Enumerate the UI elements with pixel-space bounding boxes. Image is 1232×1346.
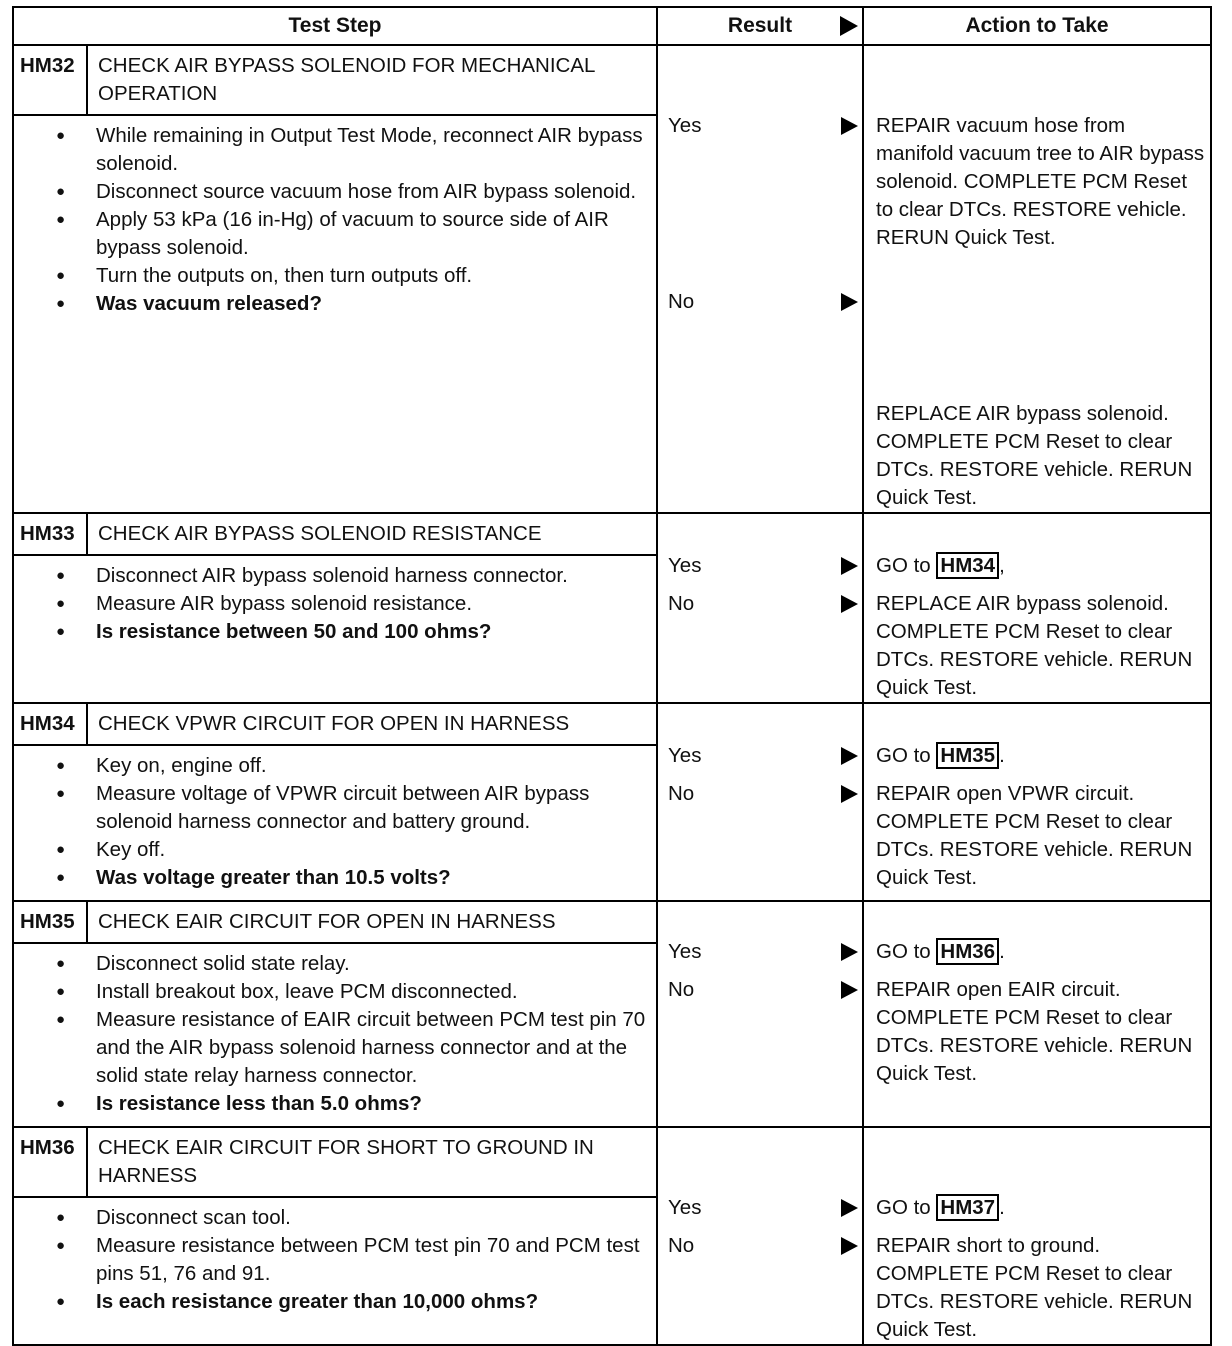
step-row (13, 45, 1211, 513)
step-bullet: ● Disconnect source vacuum hose from AIR bypass solenoid. (96, 178, 650, 206)
result-line (658, 288, 862, 316)
goto-suffix: . (999, 1196, 1005, 1219)
step-header (14, 514, 656, 556)
step-row (13, 1127, 1211, 1345)
action-cell (863, 901, 1211, 1127)
goto-prefix: GO to (876, 744, 931, 767)
step-row (13, 513, 1211, 703)
arrow-right-icon (841, 557, 858, 575)
result-line (658, 938, 862, 966)
step-bullets (14, 556, 656, 654)
arrow-right-icon (841, 747, 858, 765)
arrow-right-icon (841, 117, 858, 135)
result-label: No (668, 592, 695, 615)
step-bullet: ● Disconnect scan tool. (96, 1204, 650, 1232)
result-label: No (668, 1234, 695, 1257)
result-label: Yes (668, 554, 702, 577)
step-header (14, 704, 656, 746)
goto-suffix: . (999, 744, 1005, 767)
header-test-step: Test Step (13, 7, 657, 45)
step-bullets (14, 116, 656, 326)
header-row (13, 7, 1211, 45)
step-bullet: ● Turn the outputs on, then turn outputs off. (96, 262, 650, 290)
result-cell (657, 901, 863, 1127)
test-step-cell (13, 45, 657, 513)
step-code: HM36 (14, 1128, 88, 1196)
result-line (658, 1194, 862, 1222)
step-title: CHECK AIR BYPASS SOLENOID FOR MECHANICAL OPERATION (98, 54, 595, 105)
result-label: Yes (668, 1196, 702, 1219)
action-text: REPAIR vacuum hose from manifold vacuum tree to AIR bypass solenoid. COMPLETE PCM Reset to clear DTCs. RESTORE vehicle. RERUN Quick Test. (876, 114, 1205, 249)
header-result-label: Result (727, 14, 793, 37)
action-cell (863, 513, 1211, 703)
step-question: ● Is resistance less than 5.0 ohms? (96, 1090, 650, 1118)
result-label: No (668, 290, 695, 313)
step-bullet: ● Measure AIR bypass solenoid resistance. (96, 590, 650, 618)
action-text: REPLACE AIR bypass solenoid. COMPLETE PCM Reset to clear DTCs. RESTORE vehicle. RERUN Quick Test. (876, 592, 1193, 699)
result-line (658, 1232, 862, 1260)
step-question: ● Was vacuum released? (96, 290, 650, 318)
result-cell (657, 1127, 863, 1345)
action-text: REPAIR open EAIR circuit. COMPLETE PCM Reset to clear DTCs. RESTORE vehicle. RERUN Quick Test. (876, 978, 1193, 1085)
result-line (658, 976, 862, 1004)
test-step-cell (13, 513, 657, 703)
action-cell (863, 45, 1211, 513)
step-bullets (14, 944, 656, 1126)
arrow-right-icon (841, 981, 858, 999)
step-title: CHECK EAIR CIRCUIT FOR OPEN IN HARNESS (98, 910, 556, 933)
step-bullet: ● Apply 53 kPa (16 in-Hg) of vacuum to source side of AIR bypass solenoid. (96, 206, 650, 262)
result-line (658, 780, 862, 808)
result-line (658, 742, 862, 770)
result-line (658, 590, 862, 618)
diagnostic-table (12, 6, 1212, 1346)
step-title: CHECK AIR BYPASS SOLENOID RESISTANCE (98, 522, 542, 545)
header-action: Action to Take (863, 7, 1211, 45)
action-text (864, 1194, 1210, 1222)
arrow-right-icon (841, 785, 858, 803)
goto-prefix: GO to (876, 554, 931, 577)
step-bullet: ● Measure resistance between PCM test pin 70 and PCM test pins 51, 76 and 91. (96, 1232, 650, 1288)
action-cell (863, 703, 1211, 901)
step-question: ● Was voltage greater than 10.5 volts? (96, 864, 650, 892)
step-bullet: ● Measure resistance of EAIR circuit between PCM test pin 70 and the AIR bypass solenoid harness connector and at the solid state relay harness connector. (96, 1006, 650, 1090)
goto-step-link[interactable]: HM37 (936, 1194, 999, 1221)
result-label: Yes (668, 114, 702, 137)
test-step-cell (13, 1127, 657, 1345)
step-bullet: ● Install breakout box, leave PCM disconnected. (96, 978, 650, 1006)
result-cell (657, 513, 863, 703)
goto-step-link[interactable]: HM36 (936, 938, 999, 965)
result-label: No (668, 978, 695, 1001)
step-title: CHECK EAIR CIRCUIT FOR SHORT TO GROUND IN HARNESS (98, 1136, 594, 1187)
step-bullet: ● Disconnect AIR bypass solenoid harness connector. (96, 562, 650, 590)
step-row (13, 703, 1211, 901)
step-question: ● Is each resistance greater than 10,000 ohms? (96, 1288, 650, 1316)
goto-suffix: , (999, 554, 1005, 577)
step-title: CHECK VPWR CIRCUIT FOR OPEN IN HARNESS (98, 712, 570, 735)
goto-prefix: GO to (876, 940, 931, 963)
arrow-right-icon (841, 1199, 858, 1217)
step-row (13, 901, 1211, 1127)
action-text (864, 938, 1210, 966)
arrow-right-icon (841, 1237, 858, 1255)
step-code: HM32 (14, 46, 88, 114)
header-result (657, 7, 863, 45)
test-step-cell (13, 703, 657, 901)
result-label: Yes (668, 940, 702, 963)
test-step-cell (13, 901, 657, 1127)
step-bullet: ● Disconnect solid state relay. (96, 950, 650, 978)
arrow-right-icon (841, 595, 858, 613)
action-text (864, 742, 1210, 770)
step-header (14, 902, 656, 944)
step-code: HM33 (14, 514, 88, 554)
step-code: HM35 (14, 902, 88, 942)
action-text (864, 552, 1210, 580)
step-header (14, 46, 656, 116)
step-bullets (14, 1198, 656, 1324)
step-header (14, 1128, 656, 1198)
result-line (658, 112, 862, 140)
goto-step-link[interactable]: HM34 (936, 552, 999, 579)
action-text: REPAIR short to ground. COMPLETE PCM Reset to clear DTCs. RESTORE vehicle. RERUN Quick Test. (876, 1234, 1193, 1341)
step-bullet: ● Key on, engine off. (96, 752, 650, 780)
result-cell (657, 45, 863, 513)
action-text: REPLACE AIR bypass solenoid. COMPLETE PCM Reset to clear DTCs. RESTORE vehicle. RERUN Quick Test. (876, 402, 1193, 509)
step-bullet: ● Key off. (96, 836, 650, 864)
goto-suffix: . (999, 940, 1005, 963)
goto-prefix: GO to (876, 1196, 931, 1219)
step-code: HM34 (14, 704, 88, 744)
action-cell (863, 1127, 1211, 1345)
step-question: ● Is resistance between 50 and 100 ohms? (96, 618, 650, 646)
arrow-right-icon (841, 293, 858, 311)
result-line (658, 552, 862, 580)
diagnostic-page (12, 6, 1210, 1346)
action-text: REPAIR open VPWR circuit. COMPLETE PCM Reset to clear DTCs. RESTORE vehicle. RERUN Quick Test. (876, 782, 1193, 889)
arrow-right-icon (841, 943, 858, 961)
step-bullet: ● While remaining in Output Test Mode, reconnect AIR bypass solenoid. (96, 122, 650, 178)
step-bullet: ● Measure voltage of VPWR circuit between AIR bypass solenoid harness connector and battery ground. (96, 780, 650, 836)
step-bullets (14, 746, 656, 900)
result-cell (657, 703, 863, 901)
result-label: Yes (668, 744, 702, 767)
goto-step-link[interactable]: HM35 (936, 742, 999, 769)
result-label: No (668, 782, 695, 805)
arrow-right-icon (840, 16, 858, 36)
